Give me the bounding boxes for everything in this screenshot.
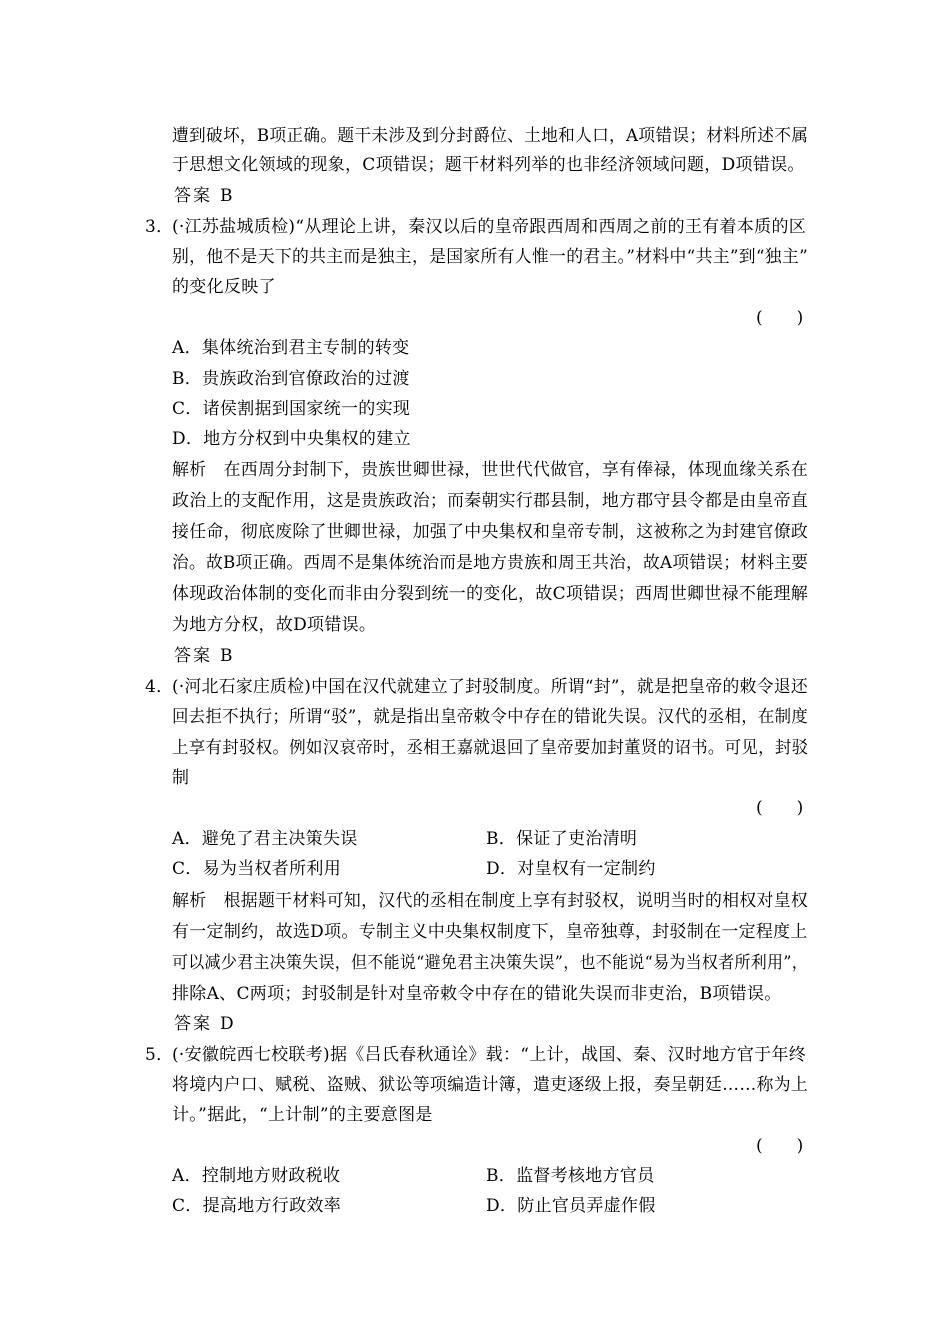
option-b: B．贵族政治到官僚政治的过渡 <box>172 369 410 389</box>
option-c: C．提高地方行政效率 <box>172 1196 342 1216</box>
question-number: 4． <box>145 677 174 697</box>
option-a: A．避免了君主决策失误 <box>172 829 358 849</box>
analysis-line: 解析 根据题干材料可知，汉代的丞相在制度上享有封驳权，说明当时的相权对皇权 <box>172 891 809 911</box>
question-stem-line: 制 <box>172 768 190 788</box>
analysis-line: 解析 在西周分封制下，贵族世卿世禄，世世代代做官，享有俸禄，体现血缘关系在 <box>172 460 809 480</box>
question-stem-line: 上享有封驳权。例如汉哀帝时，丞相王嘉就退回了皇帝要加封董贤的诏书。可见，封驳 <box>172 738 809 758</box>
question-stem-line: (·安徽皖西七校联考)据《吕氏春秋通诠》载：“上计，战国、秦、汉时地方官于年终 <box>172 1045 807 1065</box>
option-a: A．集体统治到君主专制的转变 <box>172 338 410 358</box>
question-number: 3． <box>145 217 174 237</box>
question-number: 5． <box>145 1045 174 1065</box>
question-stem-line: 的变化反映了 <box>172 277 276 297</box>
option-d: D．地方分权到中央集权的建立 <box>172 429 411 449</box>
answer-label: 答案 <box>174 646 212 666</box>
analysis-line: 有一定制约，故选D项。专制主义中央集权制度下，皇帝独尊，封驳制在一定程度上 <box>172 922 808 942</box>
option-b: B．监督考核地方官员 <box>486 1166 655 1186</box>
answer-blank: ( ) <box>756 1136 804 1156</box>
question-stem-line: 将境内户口、赋税、盗贼、狱讼等项编造计簿，遣吏逐级上报，奏呈朝廷……称为上 <box>172 1075 809 1095</box>
answer-label: 答案 <box>174 186 212 206</box>
option-d: D．防止官员弄虚作假 <box>486 1196 656 1216</box>
analysis-line: 可以减少君主决策失误，但不能说“避免君主决策失误”，也不能说“易为当权者所利用”， <box>172 953 809 973</box>
answer-value: D <box>220 1014 234 1034</box>
analysis-line: 政治上的支配作用，这是贵族政治；而秦朝实行郡县制，地方郡守县令都是由皇帝直 <box>172 491 809 511</box>
option-c: C．易为当权者所利用 <box>172 859 342 879</box>
answer-value: B <box>220 186 233 206</box>
answer-blank: ( ) <box>756 308 804 328</box>
question-stem-line: (·河北石家庄质检)中国在汉代就建立了封驳制度。所谓“封”，就是把皇帝的敕令退还 <box>172 677 809 697</box>
analysis-line: 为地方分权，故D项错误。 <box>172 615 377 635</box>
answer-value: B <box>220 646 233 666</box>
question-stem-line: (·江苏盐城质检)“从理论上讲，秦汉以后的皇帝跟西周和西周之前的王有着本质的区 <box>172 217 807 237</box>
answer-label: 答案 <box>174 1014 212 1034</box>
answer-blank: ( ) <box>756 798 804 818</box>
option-a: A．控制地方财政税收 <box>172 1166 341 1186</box>
analysis-line: 体现政治体制的变化而非由分裂到统一的变化，故C项错误；西周世卿世禄不能理解 <box>172 584 809 604</box>
question-stem-line: 计。”据此，“上计制”的主要意图是 <box>172 1105 433 1125</box>
question-stem-line: 回去拒不执行；所谓“驳”，就是指出皇帝敕令中存在的错讹失误。汉代的丞相，在制度 <box>172 707 809 727</box>
option-b: B．保证了吏治清明 <box>486 829 638 849</box>
option-d: D．对皇权有一定制约 <box>486 859 656 879</box>
analysis-line: 接任命，彻底废除了世卿世禄，加强了中央集权和皇帝专制，这被称之为封建官僚政 <box>172 522 809 542</box>
analysis-line: 遭到破坏，B项正确。题干未涉及到分封爵位、土地和人口，A项错误；材料所述不属 <box>172 126 809 146</box>
analysis-line: 于思想文化领域的现象，C项错误；题干材料列举的也非经济领域问题，D项错误。 <box>172 155 805 175</box>
analysis-line: 排除A、C两项；封驳制是针对皇帝敕令中存在的错讹失误而非吏治，B项错误。 <box>172 984 782 1004</box>
question-stem-line: 别，他不是天下的共主而是独主，是国家所有人惟一的君主。”材料中“共主”到“独主” <box>172 247 808 267</box>
analysis-line: 治。故B项正确。西周不是集体统治而是地方贵族和周王共治，故A项错误；材料主要 <box>172 553 809 573</box>
option-c: C．诸侯割据到国家统一的实现 <box>172 399 411 419</box>
